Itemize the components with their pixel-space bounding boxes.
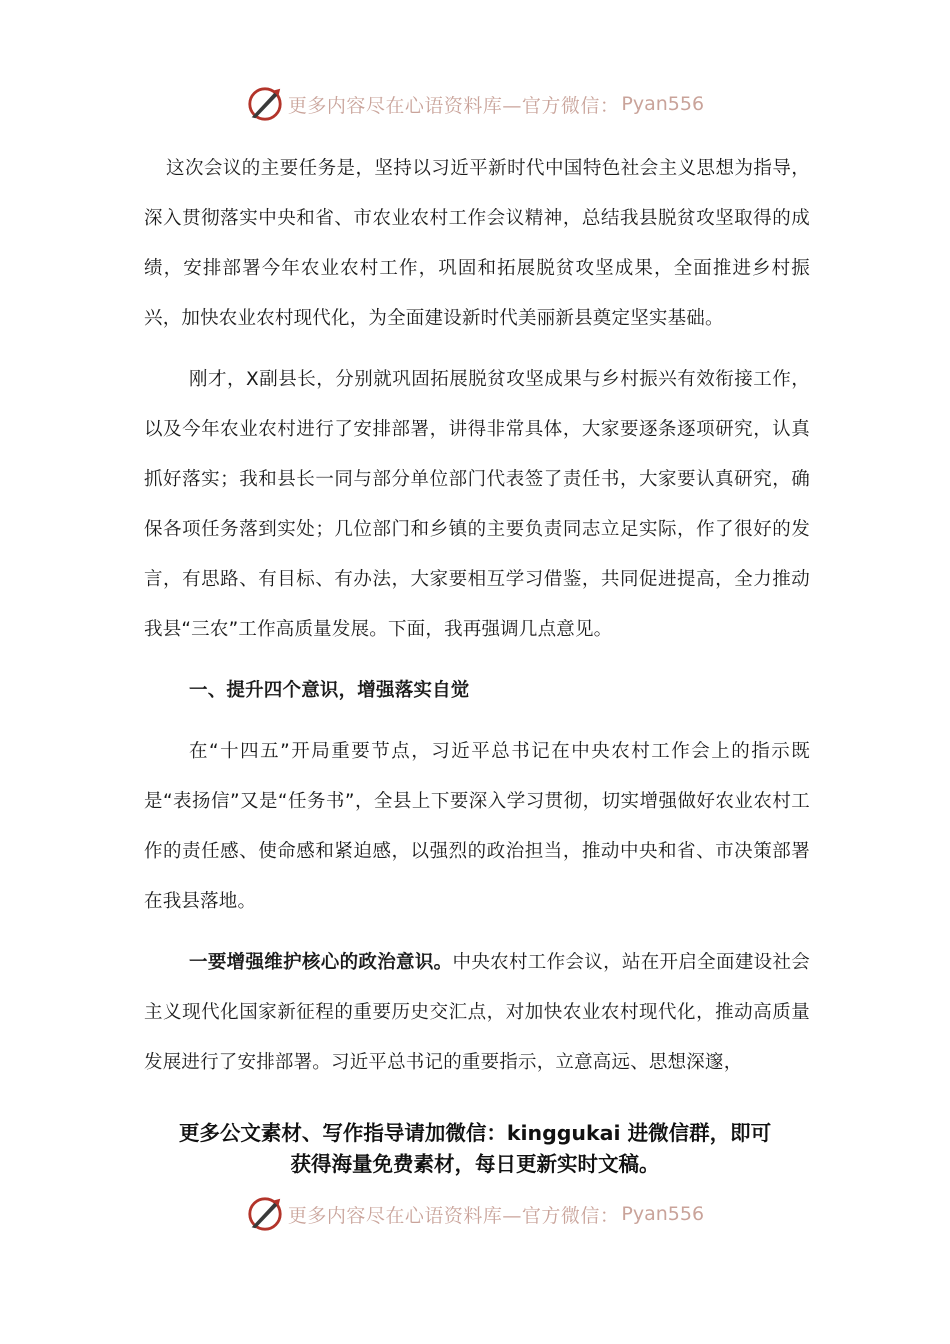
paragraph-political-awareness [144,938,810,1088]
footer-watermark-banner [0,1192,950,1236]
header-watermark-banner [0,82,950,126]
paragraph-review: 刚才，X副县长，分别就巩固拓展脱贫攻坚成果与乡村振兴有效衔接工作，以及今年农业农村进行了安排部署，讲得非常具体，大家要逐条逐项研究，认真抓好落实；我和县长一同与部分单位部门代表签了责任书，大家要认真研究，确保各项任务落到实处；几位部门和乡镇的主要负责同志立足实际，作了很好的发言，有思路、有目标、有办法，大家要相互学习借鉴，共同促进提高，全力推动我县“三农”工作高质量发展。下面，我再强调几点意见。 [144,369,810,640]
promo-notice [100,1118,850,1180]
promo-line-1: 更多公文素材、写作指导请加微信：kinggukai 进微信群，即可 [178,1121,772,1145]
banner-text: 更多内容尽在心语资料库—官方微信： [287,94,620,117]
paragraph-task: 这次会议的主要任务是，坚持以习近平新时代中国特色社会主义思想为指导，深入贯彻落实中央和省、市农业农村工作会议精神，总结我县脱贫攻坚取得的成绩，安排部署今年农业农村工作，巩固和拓展脱贫攻坚成果，全面推进乡村振兴，加快农业农村现代化，为全面建设新时代美丽新县奠定坚实基础。 [144,158,810,329]
banner-text: 更多内容尽在心语资料库—官方微信： [287,1204,620,1227]
quill-logo-icon [246,85,284,123]
section-heading: 一、提升四个意识，增强落实自觉 [189,680,470,701]
paragraph-context: 在“十四五”开局重要节点，习近平总书记在中央农村工作会上的指示既是“表扬信”又是“任务书”，全县上下要深入学习贯彻，切实增强做好农业农村工作的责任感、使命感和紧迫感，以强烈的政治担当，推动中央和省、市决策部署在我县落地。 [144,741,810,912]
paragraph-lead-bold: 一要增强维护核心的政治意识。 [189,952,453,973]
quill-logo-icon [246,1195,284,1233]
promo-line-2: 获得海量免费素材，每日更新实时文稿。 [290,1152,660,1176]
banner-wechat-id: Pyan556 [621,1203,705,1225]
banner-wechat-id: Pyan556 [621,93,705,115]
paragraph-lead-rest: 中央农村工作会议，站在开启全面建设社会主义现代化国家新征程的重要历史交汇点，对加快农业农村现代化，推动高质量发展进行了安排部署。习近平总书记的重要指示，立意高远、思想深邃， [144,952,810,1073]
document-body [144,144,810,1088]
